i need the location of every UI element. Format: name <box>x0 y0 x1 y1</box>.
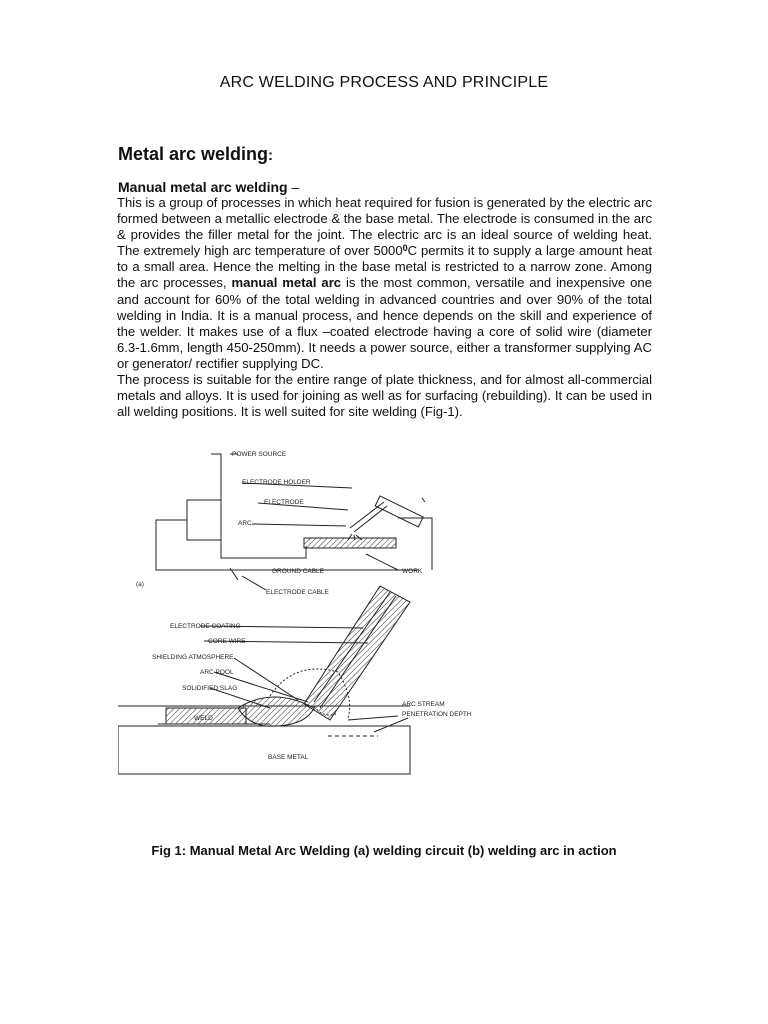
paragraph-1-part2: C permits it to supply a large amount heat to a small area. Hence the melting in the base metal is restricted to a narrow zone. Among the arc processes, <box>117 243 652 291</box>
subsection-heading-text: Manual metal arc welding <box>118 179 288 195</box>
label-arc-pool: ARC POOL <box>200 669 234 676</box>
subsection-heading-dash: – <box>287 179 300 195</box>
figure-caption: Fig 1: Manual Metal Arc Welding (a) welding circuit (b) welding arc in action <box>151 843 617 858</box>
label-electrode-cable: ELECTRODE CABLE <box>266 589 329 596</box>
label-penetration-depth: PENETRATION DEPTH <box>402 711 472 718</box>
degree-mark: 0 <box>402 243 408 254</box>
subsection-heading <box>118 179 299 195</box>
label-electrode-holder: ELECTRODE HOLDER <box>242 479 311 486</box>
paragraph-1-part1: This is a group of processes in which heat required for fusion is generated by the electric arc formed between a metallic electrode & the base metal. The electrode is consumed in the arc & provides the filler metal for the joint. The electric arc is an ideal source of welding heat. The extremely high arc temperature of over 5000 <box>117 195 652 259</box>
label-work: WORK <box>402 568 423 575</box>
label-electrode-coating: ELECTRODE COATING <box>170 623 241 630</box>
power-source-box <box>187 500 221 540</box>
label-arc-stream: ARC STREAM <box>402 701 445 708</box>
label-part-a: (a) <box>136 581 144 588</box>
label-solidified-slag: SOLIDIFIED SLAG <box>182 685 238 692</box>
label-ground-cable: GROUND CABLE <box>272 568 325 575</box>
paragraph-2: The process is suitable for the entire range of plate thickness, and for almost all-commercial metals and alloys. It is used for joining as well as for surfacing (rebuilding). It can be used in all welding positions. It is well suited for site welding (Fig-1). <box>117 372 652 420</box>
welding-figure <box>118 436 498 796</box>
label-shielding-atmosphere: SHIELDING ATMOSPHERE <box>152 654 234 661</box>
label-core-wire: CORE WIRE <box>208 638 246 645</box>
section-heading-text: Metal arc welding <box>118 144 269 164</box>
label-electrode: ELECTRODE <box>264 499 304 506</box>
label-base-metal: BASE METAL <box>268 754 309 761</box>
welding-diagram <box>118 436 498 796</box>
label-arc: ARC <box>238 520 252 527</box>
document-title: ARC WELDING PROCESS AND PRINCIPLE <box>219 74 549 91</box>
paragraph-1 <box>117 195 652 372</box>
section-heading <box>118 144 273 165</box>
section-heading-colon: : <box>268 147 274 164</box>
label-weld: WELD <box>194 715 213 722</box>
paragraph-1-bold-term: manual metal arc <box>231 275 342 291</box>
label-power-source: POWER SOURCE <box>232 451 287 458</box>
paragraph-1-part3: is the most common, versatile and inexpensive one and account for 60% of the total welding in advanced countries and over 90% of the total welding in India. It is a manual process, and hence depends on the skill and experience of the welder. It makes use of a flux –coated electrode having a core of solid wire (diameter 6.3-1.6mm, length 450-250mm). It needs a power source, either a transformer supplying AC or generator/ rectifier supplying DC. <box>117 275 652 371</box>
body-text <box>117 195 652 420</box>
